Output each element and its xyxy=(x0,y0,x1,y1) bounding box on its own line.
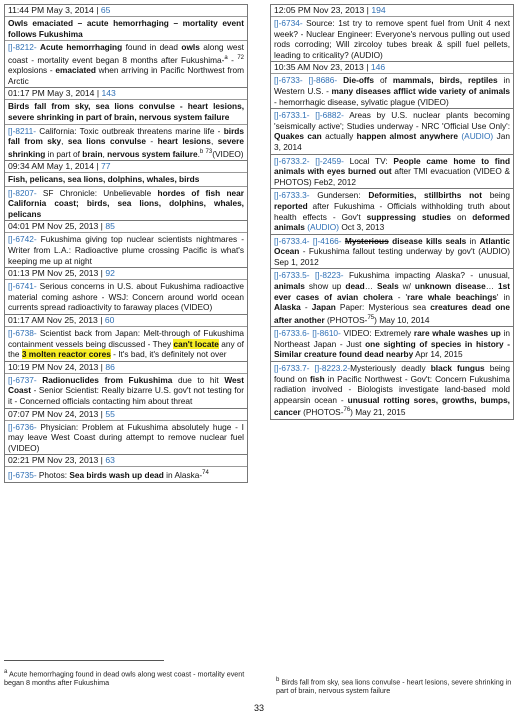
emphasis-text: deformed animals xyxy=(274,211,510,233)
emphasis-text: rare whale beachings xyxy=(407,291,497,302)
body-text: Fukushima giving top nuclear scientists nightmares - Writer from L.A.: Radioactive plume crossing Pacific is what's keeping me up at night xyxy=(8,234,244,266)
highlighted-text: can't locate xyxy=(173,338,219,349)
body-text: after Fukushima - Officials withholding truth about health effects - Gov't xyxy=(274,200,510,222)
entry-header: 10:35 AM Nov 23, 2013 | 146 xyxy=(271,62,513,74)
entry-timestamp: 07:07 PM Nov 24, 2013 xyxy=(8,408,99,419)
entry-body xyxy=(5,187,247,221)
body-text: Source: 1st try to remove spent fuel from Unit 4 next week? - Nuclear Engineer: Everyone's nervous pulling out used rods corroding; Will zircoloy tubes break & spill fuel pellets, leading to criticality? (AUDIO) xyxy=(274,18,510,60)
reference-link[interactable]: []-6736- xyxy=(8,421,37,432)
body-text: on xyxy=(451,211,473,222)
entry-body xyxy=(271,109,513,153)
entry-body xyxy=(5,374,247,408)
body-text: … xyxy=(364,281,378,292)
body-text: actually xyxy=(321,131,357,142)
footnote-ref: 74 xyxy=(202,470,209,477)
emphasis-text: owls xyxy=(181,42,200,53)
news-entry xyxy=(4,4,248,88)
body-text: when arriving in Pacific Northwest from Arctic xyxy=(8,65,244,86)
entry-count[interactable]: 63 xyxy=(105,455,115,466)
emphasis-text: heart lesions xyxy=(157,136,211,147)
emphasis-text: Seals xyxy=(377,281,399,292)
reference-link[interactable]: []-6733.4- xyxy=(274,235,310,246)
body-text: Jan 3, 2014 xyxy=(274,131,510,152)
footnote-ref: 75 xyxy=(367,314,375,321)
body-text: - Senior Scientist: Really bizarre U.S. gov't not testing for it - Concerned officials contacting him about threat xyxy=(8,385,244,406)
reference-link[interactable]: []-6738- xyxy=(8,328,37,338)
reference-link[interactable]: []-6733.5- xyxy=(274,270,310,281)
emphasis-text: creatures dead one after another xyxy=(274,302,510,325)
entry-body xyxy=(5,421,247,455)
reference-link[interactable]: []-8223- xyxy=(314,270,344,281)
body-text: , xyxy=(210,136,218,147)
emphasis-text: unusual rotting sores, growths, bumps, cancer xyxy=(274,394,510,418)
entry-body xyxy=(5,280,247,314)
body-text: - ' xyxy=(392,291,408,302)
body-text: explosions - xyxy=(8,65,56,76)
body-text: VIDEO: Extremely xyxy=(340,328,414,339)
body-text: California: Toxic outbreak threatens marine life - xyxy=(35,125,224,136)
entry-body xyxy=(5,41,247,87)
body-text: SF Chronicle: Unbelievable xyxy=(36,187,158,198)
entry-count[interactable]: 86 xyxy=(105,361,115,372)
reference-link[interactable]: []-6735- xyxy=(8,470,37,481)
emphasis-text: Deformities, stillbirths not xyxy=(368,190,482,201)
body-text: Local TV: xyxy=(343,155,394,166)
reference-link[interactable]: []-4166- xyxy=(312,235,342,246)
entry-headline: Birds fall from sky, sea lions convulse - heart lesions, severe shrinking in part of brain, nervous system failure xyxy=(5,100,247,124)
body-text: being xyxy=(481,190,510,201)
body-text: Areas by U.S. nuclear plants becoming 'seismically active'; Studies underway - NRC 'Official Use Only': xyxy=(274,110,510,131)
emphasis-text: Alaska xyxy=(274,302,301,313)
body-text: in xyxy=(466,235,480,246)
emphasis-text: many diseases afflict wide variety of animals xyxy=(331,85,510,96)
body-text: . xyxy=(197,148,200,159)
right-column xyxy=(270,4,514,420)
entry-timestamp: 12:05 PM Nov 23, 2013 xyxy=(274,5,365,15)
emphasis-text: suppressing studies xyxy=(366,211,452,222)
reference-link[interactable]: []-8686- xyxy=(308,75,338,86)
reference-link[interactable]: []-6737- xyxy=(8,374,37,385)
reference-link[interactable]: []-6733.2- xyxy=(274,155,310,166)
entry-count[interactable]: 85 xyxy=(105,221,115,232)
body-text: in Northeast Japan - Just xyxy=(274,328,511,349)
struck-text: Mysterious xyxy=(344,235,389,246)
emphasis-text: fish xyxy=(309,373,325,384)
news-entry xyxy=(270,235,514,270)
entry-count[interactable]: 194 xyxy=(371,5,386,15)
emphasis-text: nervous system failure xyxy=(107,148,198,159)
footnote-b-mark: b xyxy=(276,677,280,683)
reference-link[interactable]: []-6742- xyxy=(8,234,37,245)
emphasis-text: birds fall from sky xyxy=(8,125,244,147)
emphasis-text: emaciated xyxy=(55,65,96,76)
news-entry xyxy=(4,161,248,221)
reference-link[interactable]: []-6734- xyxy=(274,18,303,28)
entry-body xyxy=(271,17,513,61)
body-text: (PHOTOS- xyxy=(300,407,344,418)
emphasis-text: People came home to find animals with eyes burned out xyxy=(274,155,511,177)
news-entry xyxy=(270,155,514,190)
entry-body xyxy=(271,362,513,419)
footnote-b xyxy=(276,676,512,695)
reference-link[interactable]: []-8212- xyxy=(8,42,37,53)
entry-timestamp: 10:19 PM Nov 24, 2013 xyxy=(8,361,99,372)
body-text: - Fukushima fallout testing underway by gov't (AUDIO) Sep 1, 2012 xyxy=(274,246,510,267)
body-text: ) May 10, 2014 xyxy=(374,314,430,325)
body-text: in Alaska- xyxy=(163,470,203,481)
body-text: ) May 21, 2015 xyxy=(350,407,406,418)
emphasis-text: West Coast xyxy=(8,374,244,396)
entry-timestamp: 01:17 AM Nov 25, 2013 xyxy=(8,315,98,325)
reference-link[interactable]: []-6733.1- xyxy=(274,110,310,121)
entry-body xyxy=(271,74,513,108)
body-text: in Western U.S. - xyxy=(274,75,510,96)
entry-count[interactable]: 92 xyxy=(105,268,115,279)
entry-timestamp: 10:35 AM Nov 23, 2013 xyxy=(274,62,364,73)
body-text: Mysteriously deadly xyxy=(350,362,431,373)
emphasis-text: unknown disease xyxy=(414,281,486,292)
news-entry xyxy=(4,362,248,409)
entry-count[interactable]: 77 xyxy=(101,161,111,172)
entry-body xyxy=(271,269,513,326)
emphasis-text: happen almost anywhere xyxy=(356,131,458,142)
entry-body xyxy=(5,125,247,161)
highlighted-text: 3 molten reactor cores xyxy=(21,349,111,360)
emphasis-text: hordes of fish near California coast; birds, sea lions, dolphins, whales, pelicans xyxy=(8,187,244,219)
body-text: of xyxy=(374,75,393,86)
body-text: found in dead xyxy=(122,42,182,53)
news-entry xyxy=(270,327,514,362)
entry-count[interactable]: 65 xyxy=(100,5,111,15)
entry-timestamp: 04:01 PM Nov 25, 2013 xyxy=(8,221,99,232)
left-column xyxy=(4,4,248,483)
footnote-a-mark: a xyxy=(4,669,8,675)
emphasis-text: rare whale washes up xyxy=(413,328,501,339)
emphasis-text: severe shrinking xyxy=(8,136,244,159)
reference-link[interactable]: []-6733.6- xyxy=(274,328,310,339)
reference-link[interactable]: []-8223.2- xyxy=(314,362,351,373)
emphasis-text: Acute hemorrhaging xyxy=(39,42,123,53)
body-text: along west coast - mortality event began 8 months after Fukushima- xyxy=(8,42,244,65)
body-text: - xyxy=(300,302,312,313)
body-text: in part of xyxy=(45,148,83,159)
body-text: Photos: xyxy=(36,470,70,481)
body-text: Physician: Problem at Fukushima absolutely huge - I may leave West Coast during attempt to remove nuclear fuel (VIDEO) xyxy=(8,421,244,453)
entry-timestamp: 01:17 PM May 3, 2014 xyxy=(8,88,95,99)
emphasis-text: brain xyxy=(82,148,103,159)
news-entry xyxy=(270,189,514,234)
body-text: show up xyxy=(304,281,346,292)
emphasis-text: dead xyxy=(345,281,365,292)
emphasis-text: Atlantic Ocean xyxy=(274,235,510,257)
news-entry xyxy=(270,269,514,327)
emphasis-text: black fungus xyxy=(430,362,485,373)
body-text: (VIDEO) xyxy=(212,148,244,159)
body-text: Oct 3, 2013 xyxy=(339,222,385,233)
page-number: 33 xyxy=(253,703,264,713)
emphasis-text: disease kills seals xyxy=(392,235,467,246)
footnote-ref: 73 xyxy=(205,148,213,155)
entry-body xyxy=(5,233,247,267)
body-text: Fukushima impacting Alaska? - unusual, xyxy=(343,270,510,281)
footnote-ref: 76 xyxy=(343,407,351,414)
footnote-a xyxy=(4,668,264,687)
body-text: … xyxy=(485,281,498,292)
body-text: Gundersen: xyxy=(309,190,369,201)
footnote-divider xyxy=(4,660,164,661)
news-entry xyxy=(4,455,248,482)
reference-link[interactable]: []-6741- xyxy=(8,281,37,292)
emphasis-text: Japan xyxy=(311,302,336,313)
emphasis-text: Sea birds wash up dead xyxy=(69,470,164,481)
news-entry xyxy=(4,221,248,268)
footnote-ref: b xyxy=(199,148,204,155)
emphasis-text: 1st ever cases of avian cholera xyxy=(274,281,510,302)
reference-link[interactable]: []-2459- xyxy=(315,155,344,166)
entry-header: 02:21 PM Nov 23, 2013 | 63 xyxy=(5,455,247,467)
emphasis-text: mammals, birds, reptiles xyxy=(392,75,498,86)
entry-header: 01:17 PM May 3, 2014 | 143 xyxy=(5,88,247,100)
entry-count[interactable]: 60 xyxy=(104,315,115,325)
reference-link[interactable]: []-8610- xyxy=(312,328,341,339)
news-entry xyxy=(270,62,514,109)
entry-body xyxy=(5,327,247,361)
news-entry xyxy=(270,109,514,154)
entry-body xyxy=(271,235,513,269)
entry-header: 04:01 PM Nov 25, 2013 | 85 xyxy=(5,221,247,233)
entry-header: 01:17 AM Nov 25, 2013 | 60 xyxy=(5,315,247,327)
reference-link[interactable]: []-8211- xyxy=(8,125,36,136)
body-text: - It's bad, it's definitely not over xyxy=(110,349,227,360)
body-text: after TMI evacuation (VIDEO & PHOTOS) Feb2, 2012 xyxy=(274,166,510,187)
emphasis-text: Quakes can xyxy=(274,131,322,142)
body-text: Serious concerns in U.S. about Fukushima radioactive material coming ashore - WSJ: Concern around world ocean currents spread radioactivity to faraway places (VIDEO) xyxy=(8,281,244,313)
emphasis-text: animals xyxy=(274,281,305,292)
reference-link[interactable]: []-8207- xyxy=(8,187,37,198)
entry-body xyxy=(271,189,513,233)
entry-headline: Fish, pelicans, sea lions, dolphins, whales, birds xyxy=(5,173,247,187)
body-text: due to hit xyxy=(172,374,225,385)
emphasis-text: Radionuclides from Fukushima xyxy=(42,374,173,385)
news-entry xyxy=(4,268,248,315)
body-text: (PHOTOS- xyxy=(324,314,368,325)
entry-header: 12:05 PM Nov 23, 2013 | 194 xyxy=(271,5,513,17)
entry-body xyxy=(271,327,513,361)
emphasis-text: reported xyxy=(274,200,308,211)
footnote-b-text: Birds fall from sky, sea lions convulse - heart lesions, severe shrinking in part of brain, nervous system failure xyxy=(276,677,512,696)
entry-header: 01:13 PM Nov 25, 2013 | 92 xyxy=(5,268,247,280)
body-text: - hemorrhagic disease, sylvatic plague (VIDEO) xyxy=(274,96,449,107)
body-text: w/ xyxy=(398,281,415,292)
body-text: - xyxy=(227,54,238,65)
reference-link[interactable]: []-6733.3- xyxy=(274,190,310,201)
body-text: Paper: Mysterious sea xyxy=(335,302,431,313)
audio-link[interactable]: (AUDIO) xyxy=(461,131,494,142)
body-text: any of the xyxy=(8,338,244,360)
news-entry xyxy=(4,315,248,362)
entry-header: 09:34 AM May 1, 2014 | 77 xyxy=(5,161,247,173)
news-entry xyxy=(270,4,514,62)
news-entry xyxy=(270,362,514,420)
body-text: - xyxy=(145,136,158,147)
body-text: ' in xyxy=(496,291,510,302)
emphasis-text: one sighting of species in history - Similar creature found dead nearby xyxy=(274,338,511,360)
entry-timestamp: 02:21 PM Nov 23, 2013 xyxy=(8,455,99,466)
entry-body xyxy=(271,155,513,189)
body-text: Scientist back from Japan: Melt-through of Fukushima containment vessels being discussed - They xyxy=(8,328,244,349)
audio-link[interactable]: (AUDIO) xyxy=(307,222,340,233)
entry-timestamp: 01:13 PM Nov 25, 2013 xyxy=(8,268,99,279)
entry-count[interactable]: 146 xyxy=(370,62,386,73)
emphasis-text: sea lions convulse xyxy=(67,136,146,147)
body-text: , xyxy=(102,148,108,159)
reference-link[interactable]: []-6733- xyxy=(274,75,303,86)
body-text: in Pacific Northwest - Gov't: Concern Fukushima radiation involved - Biologists investigate land-based mold appearsin ocean - xyxy=(274,373,510,405)
body-text: being found on xyxy=(274,362,511,384)
footnote-ref: 72 xyxy=(237,54,245,61)
body-text: Apr 14, 2015 xyxy=(413,349,463,360)
entry-headline: Owls emaciated – acute hemorrhaging – mortality event follows Fukushima xyxy=(5,17,247,41)
entry-header: 07:07 PM Nov 24, 2013 | 55 xyxy=(5,409,247,421)
entry-header: 10:19 PM Nov 24, 2013 | 86 xyxy=(5,362,247,374)
entry-timestamp: 09:34 AM May 1, 2014 xyxy=(8,161,94,172)
emphasis-text: Die-offs xyxy=(343,75,375,86)
footnote-a-text: Acute hemorrhaging found in dead owls along west coast - mortality event began 8 months after Fukushima xyxy=(4,669,245,688)
news-entry xyxy=(4,409,248,456)
body-text: , xyxy=(61,136,68,147)
entry-count[interactable]: 55 xyxy=(105,408,115,419)
entry-count[interactable]: 143 xyxy=(101,88,116,99)
entry-body xyxy=(5,467,247,481)
entry-header: 11:44 PM May 3, 2014 | 65 xyxy=(5,5,247,17)
reference-link[interactable]: []-6733.7- xyxy=(274,362,310,373)
reference-link[interactable]: []-6882- xyxy=(315,110,344,121)
footnote-ref: a xyxy=(224,54,228,61)
entry-timestamp: 11:44 PM May 3, 2014 xyxy=(8,5,94,15)
news-entry xyxy=(4,88,248,161)
